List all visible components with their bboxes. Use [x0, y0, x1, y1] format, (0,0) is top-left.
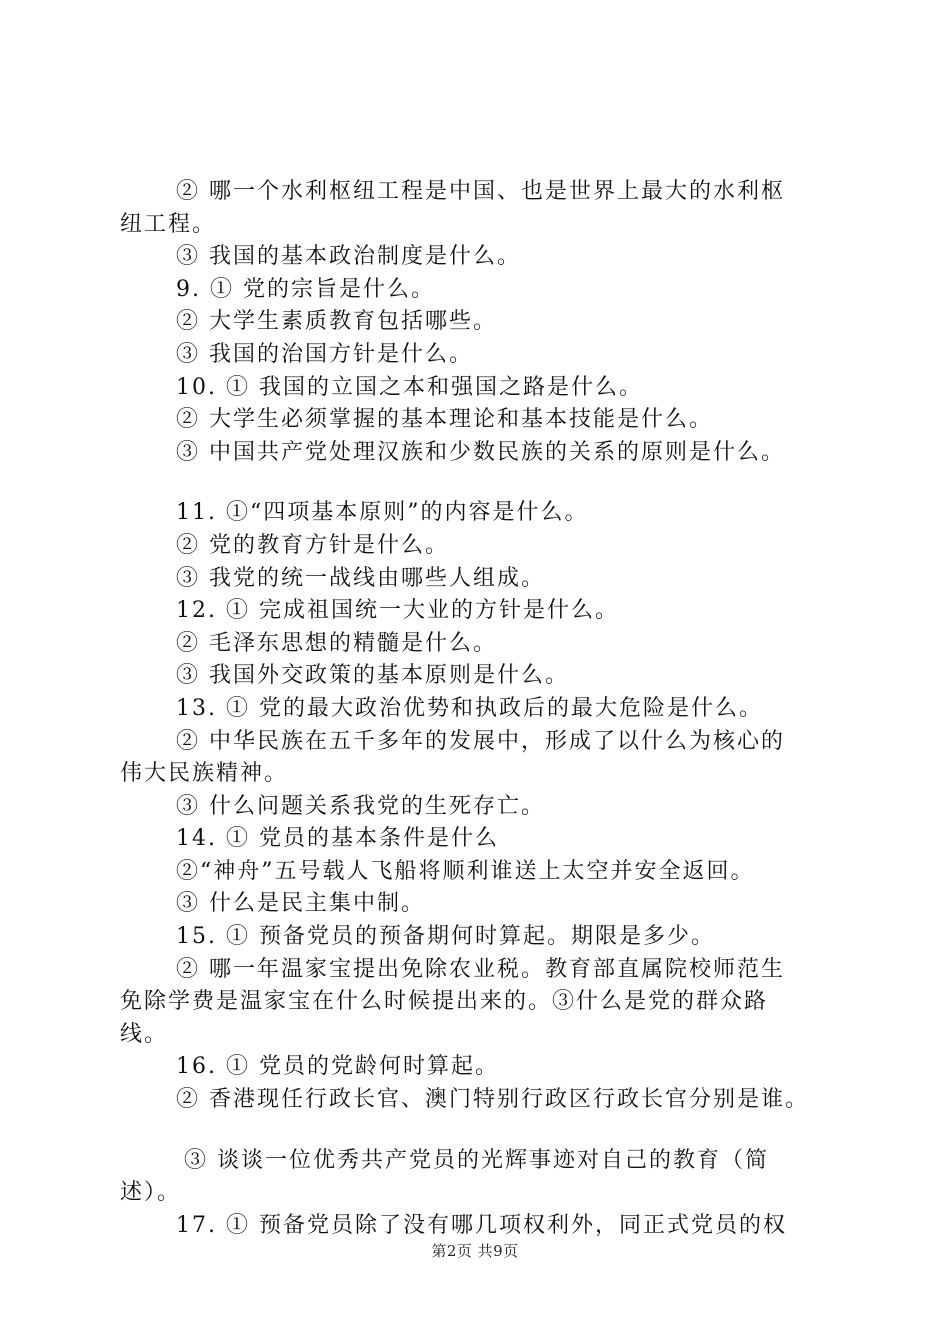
text-line: 11. ①“四项基本原则”的内容是什么。: [176, 500, 589, 526]
text-line: ② 党的教育方针是什么。: [176, 532, 449, 558]
text-line: 14. ① 党员的基本条件是什么: [176, 826, 499, 852]
text-line: 10. ① 我国的立国之本和强国之路是什么。: [176, 374, 643, 400]
text-line: ③ 我国的基本政治制度是什么。: [176, 244, 521, 270]
text-line: 17. ① 预备党员除了没有哪几项权利外，同正式党员的权: [176, 1212, 787, 1238]
text-line: ② 大学生素质教育包括哪些。: [176, 309, 497, 335]
text-line: ③ 我国的治国方针是什么。: [176, 341, 473, 367]
text-line: 纽工程。: [120, 211, 217, 237]
text-line: ② 哪一个水利枢纽工程是中国、也是世界上最大的水利枢: [176, 179, 785, 204]
text-line: ③ 中国共产党处理汉族和少数民族的关系的原则是什么。: [176, 439, 785, 465]
text-line: ② 中华民族在五千多年的发展中，形成了以什么为核心的: [176, 728, 785, 754]
text-line: 15. ① 预备党员的预备期何时算起。期限是多少。: [176, 924, 715, 950]
text-line: 伟大民族精神。: [120, 761, 289, 787]
text-line: ③ 我党的统一战线由哪些人组成。: [176, 565, 545, 591]
text-line: 16. ① 党员的党龄何时算起。: [176, 1054, 499, 1080]
text-line: ② 毛泽东思想的精髓是什么。: [176, 630, 497, 656]
text-line: 13. ① 党的最大政治优势和执政后的最大危险是什么。: [176, 695, 763, 721]
text-line: ② 香港现任行政长官、澳门特别行政区行政长官分别是谁。: [176, 1087, 809, 1113]
text-line: ② 大学生必须掌握的基本理论和基本技能是什么。: [176, 407, 713, 433]
text-line: ②“神舟”五号载人飞船将顺利谁送上太空并安全返回。: [176, 858, 755, 884]
text-line: ② 哪一年温家宝提出免除农业税。教育部直属院校师范生: [176, 956, 785, 982]
text-line: ③ 我国外交政策的基本原则是什么。: [176, 663, 569, 689]
text-line: 9. ① 党的宗旨是什么。: [176, 276, 435, 302]
text-line: ③ 谈谈一位优秀共产党员的光辉事迹对自己的教育（简: [184, 1147, 769, 1173]
text-line: 12. ① 完成祖国统一大业的方针是什么。: [176, 598, 619, 624]
text-line: ③ 什么问题关系我党的生死存亡。: [176, 793, 545, 819]
text-line: ③ 什么是民主集中制。: [176, 891, 425, 917]
text-line: 线。: [120, 1021, 169, 1047]
text-line: 述）。: [120, 1180, 182, 1206]
blank-line: [120, 1117, 836, 1145]
page-number-footer: 第2页 共9页: [431, 1242, 519, 1260]
document-body: [120, 176, 836, 1242]
blank-line: [120, 469, 836, 497]
text-line: 免除学费是温家宝在什么时候提出来的。③什么是党的群众路: [120, 989, 769, 1015]
